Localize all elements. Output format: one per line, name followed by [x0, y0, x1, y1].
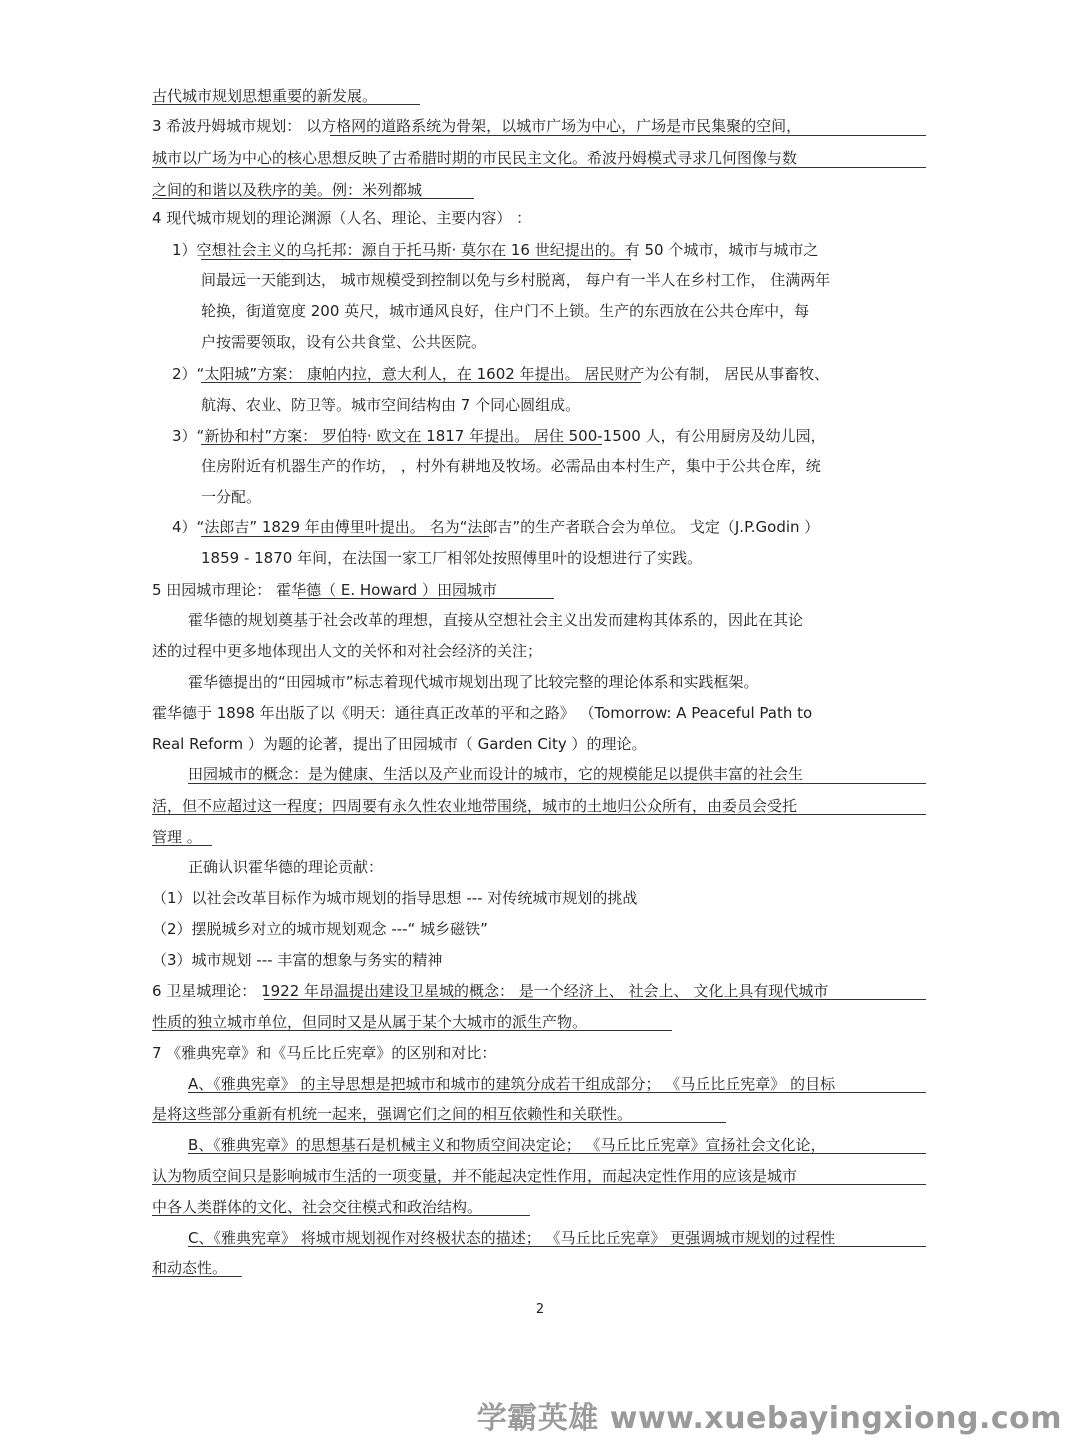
- underline: [152, 1215, 530, 1216]
- underline: [152, 814, 926, 815]
- watermark: 学霸英雄 www.xuebayingxiong.com: [476, 1401, 1062, 1436]
- text-line: 1859 - 1870 年间，在法国一家工厂相邻处按照傅里叶的设想进行了实践。: [201, 549, 703, 567]
- text-line: 4）“法郎吉” 1829 年由傅里叶提出。 名为“法郎吉”的生产者联合会为单位。 戈定（J.P.Godin ）: [172, 518, 820, 536]
- text-line: 7 《雅典宪章》和《马丘比丘宪章》的区别和对比：: [152, 1044, 497, 1062]
- underline: [152, 198, 474, 199]
- text-line: 性质的独立城市单位，但同时又是从属于某个大城市的派生产物。: [152, 1013, 588, 1031]
- text-line: B、《雅典宪章》的思想基石是机械主义和物质空间决定论； 《马丘比丘宪章》宣扬社会文化论，: [188, 1136, 826, 1154]
- underline: [201, 382, 641, 383]
- text-line: 3）“新协和村”方案： 罗伯特· 欧文在 1817 年提出。 居住 500-1500 人，有公用厨房及幼儿园，: [172, 427, 826, 445]
- text-line: 霍华德于 1898 年出版了以《明天：通往真正改革的平和之路》 （Tomorrow: A Peaceful Path to: [152, 704, 813, 722]
- text-line: 述的过程中更多地体现出人文的关怀和对社会经济的关注；: [152, 642, 543, 660]
- text-line: 和动态性。: [152, 1259, 228, 1277]
- underline: [152, 1184, 926, 1185]
- text-line: 霍华德的规划奠基于社会改革的理想，直接从空想社会主义出发而建构其体系的，因此在其论: [188, 611, 804, 629]
- text-line: 轮换，街道宽度 200 英尺，城市通风良好，住户门不上锁。生产的东西放在公共仓库中，每: [201, 302, 810, 320]
- text-line: 航海、农业、防卫等。城市空间结构由 7 个同心圆组成。: [201, 396, 581, 414]
- text-line: 之间的和谐以及秩序的美。例：米列都城: [152, 181, 423, 199]
- underline: [201, 259, 631, 260]
- text-line: 间最远一天能到达， 城市规模受到控制以免与乡村脱离， 每户有一半人在乡村工作， 住满两年: [201, 271, 831, 289]
- underline: [264, 999, 926, 1000]
- text-line: 户按需要领取，设有公共食堂、公共医院。: [201, 333, 487, 351]
- text-line: 认为物质空间只是影响城市生活的一项变量，并不能起决定性作用，而起决定性作用的应该是城市: [152, 1167, 798, 1185]
- underline: [152, 1030, 672, 1031]
- underline: [330, 135, 926, 136]
- text-line: 1）空想社会主义的乌托邦：源自于托马斯· 莫尔在 16 世纪提出的。有 50 个城市，城市与城市之: [172, 241, 819, 259]
- underline: [201, 444, 602, 445]
- text-line: 中各人类群体的文化、社会交往模式和政治结构。: [152, 1198, 483, 1216]
- text-line: 6 卫星城理论： 1922 年昂温提出建设卫星城的概念： 是一个经济上、 社会上、 文化上具有现代城市: [152, 982, 829, 1000]
- text-line: 管理 。: [152, 828, 202, 846]
- underline: [152, 167, 926, 168]
- text-line: （3）城市规划 --- 丰富的想象与务实的精神: [152, 951, 443, 969]
- underline: [298, 598, 554, 599]
- underline: [188, 1153, 926, 1154]
- text-line: 霍华德提出的“田园城市”标志着现代城市规划出现了比较完整的理论体系和实践框架。: [188, 673, 759, 691]
- text-line: 3 希波丹姆城市规划： 以方格网的道路系统为骨架，以城市广场为中心，广场是市民集聚的空间，: [152, 117, 802, 135]
- underline: [188, 1092, 926, 1093]
- text-line: 5 田园城市理论： 霍华德（ E. Howard ）田园城市: [152, 581, 497, 599]
- underline: [201, 536, 489, 537]
- underline: [152, 1276, 242, 1277]
- text-line: 古代城市规划思想重要的新发展。: [152, 87, 378, 105]
- text-line: （2）摆脱城乡对立的城市规划观念 ---“ 城乡磁铁”: [152, 920, 488, 938]
- text-line: 田园城市的概念：是为健康、生活以及产业而设计的城市，它的规模能足以提供丰富的社会生: [188, 765, 804, 783]
- text-line: 4 现代城市规划的理论渊源（人名、理论、主要内容） ：: [152, 209, 532, 227]
- text-line: 一分配。: [201, 488, 262, 506]
- text-line: Real Reform ）为题的论著，提出了田园城市（ Garden City ）的理论。: [152, 735, 647, 753]
- underline: [188, 1246, 926, 1247]
- page-number: 2: [535, 1302, 545, 1317]
- text-line: 正确认识霍华德的理论贡献：: [188, 858, 384, 876]
- text-line: 住房附近有机器生产的作坊， ，村外有耕地及牧场。必需品由本村生产，集中于公共仓库，统: [201, 457, 821, 475]
- text-line: C、《雅典宪章》 将城市规划视作对终极状态的描述； 《马丘比丘宪章》 更强调城市规划的过程性: [188, 1229, 836, 1247]
- text-line: 是将这些部分重新有机统一起来，强调它们之间的相互依赖性和关联性。: [152, 1105, 633, 1123]
- underline: [188, 783, 926, 784]
- text-line: 活，但不应超过这一程度；四周要有永久性农业地带围绕，城市的土地归公众所有，由委员会受托: [152, 797, 798, 815]
- underline: [152, 104, 420, 105]
- text-line: 2）“太阳城”方案： 康帕内拉，意大利人，在 1602 年提出。 居民财产为公有制， 居民从事畜牧、: [172, 365, 830, 383]
- text-line: （1）以社会改革目标作为城市规划的指导思想 --- 对传统城市规划的挑战: [152, 889, 638, 907]
- underline: [152, 845, 212, 846]
- text-line: A、《雅典宪章》 的主导思想是把城市和城市的建筑分成若干组成部分； 《马丘比丘宪章》 的目标: [188, 1075, 836, 1093]
- underline: [152, 1122, 726, 1123]
- text-line: 城市以广场为中心的核心思想反映了古希腊时期的市民民主文化。希波丹姆模式寻求几何图像与数: [152, 149, 798, 167]
